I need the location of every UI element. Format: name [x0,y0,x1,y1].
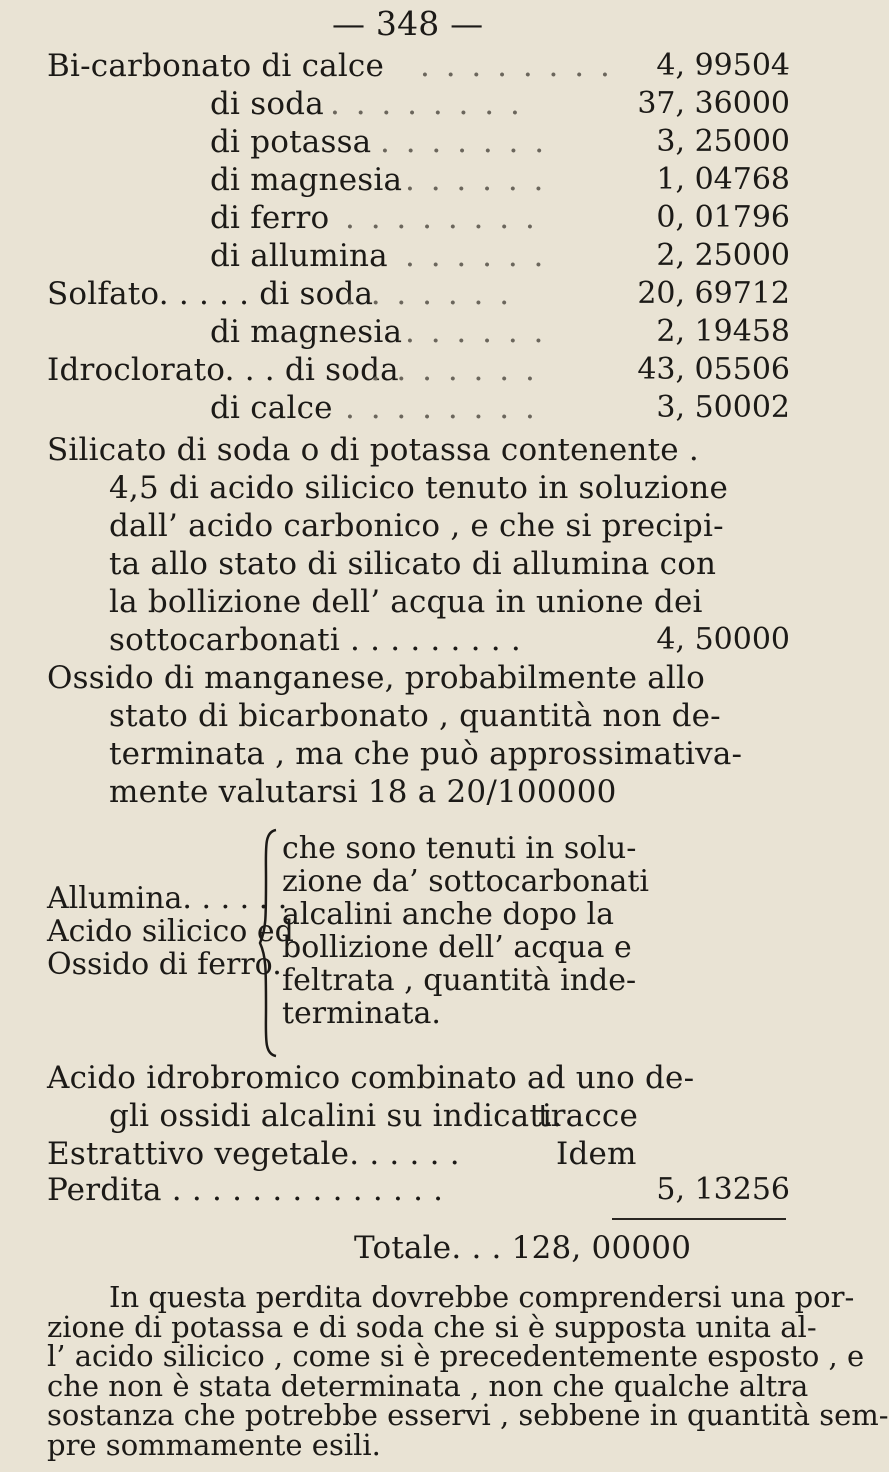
brace-left-line: Ossido di ferro. [47,947,282,982]
leader-dots: . . . . . . [405,238,547,274]
ossido-line: mente valutarsi 18 a 20/100000 [109,774,617,810]
totale: Totale. . . 128, 00000 [354,1230,692,1266]
row-label: Idroclorato. . . di soda [47,352,399,388]
row-value: 2, 19458 [656,314,790,349]
silicato-value: 4, 50000 [656,622,790,657]
row-value: 1, 04768 [656,162,790,197]
row-value: 3, 25000 [656,124,790,159]
page-number: — 348 — [332,4,484,43]
brace-right-line: alcalini anche dopo la [282,897,614,932]
row-label: di soda [210,86,324,122]
perdita-value: 5, 13256 [656,1172,790,1207]
row-value: 0, 01796 [656,200,790,235]
estrattivo-value: Idem [556,1136,637,1172]
brace-left-line: Acido silicico ed [47,914,294,949]
curly-brace [258,828,280,1058]
paragraph-line: In questa perdita dovrebbe comprendersi una por- [109,1280,855,1314]
row-value: 3, 50002 [656,390,790,425]
row-value: 20, 69712 [637,276,790,311]
row-label: di potassa [210,124,372,160]
row-label: Solfato. . . . . di soda [47,276,374,312]
paragraph-line: sostanza che potrebbe esservi , sebbene in quantità sem- [47,1398,889,1432]
row-value: 43, 05506 [637,352,790,387]
paragraph-line: l’ acido silicico , come si è precedentemente esposto , e [47,1339,865,1373]
brace-right-line: feltrata , quantità inde- [282,963,637,998]
estrattivo-label: Estrattivo vegetale. . . . . . [47,1136,460,1172]
leader-dots: . . . . . . [405,162,547,198]
ossido-line: Ossido di manganese, probabilmente allo [47,660,706,696]
row-value: 37, 36000 [637,86,790,121]
brace-right-line: terminata. [282,996,441,1031]
ossido-line: terminata , ma che può approssimativa- [109,736,743,772]
brace-right-line: bollizione dell’ acqua e [282,930,632,965]
leader-dots: . . . . . . . . [420,48,613,84]
brace-right-line: zione da’ sottocarbonati [282,864,650,899]
leader-dots: . . . . . . . [345,276,513,312]
row-label: di calce [210,390,333,426]
paragraph-line: zione di potassa e di soda che si è supposta unita al- [47,1310,817,1344]
row-label: di allumina [210,238,388,274]
leader-dots: . . . . . . . [380,124,548,160]
row-label: di magnesia [210,314,403,350]
leader-dots: . . . . . . [405,314,547,350]
silicato-line: ta allo stato di silicato di allumina con [109,546,717,582]
row-label: di magnesia [210,162,403,198]
silicato-line: dall’ acido carbonico , e che si precipi- [109,508,724,544]
row-label: di ferro [210,200,330,236]
acido-line: gli ossidi alcalini su indicati. [109,1098,563,1134]
row-label: Bi-carbonato di calce [47,48,385,84]
silicato-line: Silicato di soda o di potassa contenente . [47,432,699,468]
perdita-label: Perdita . . . . . . . . . . . . . . [47,1172,444,1208]
leader-dots: . . . . . . . . [345,200,538,236]
brace-right-line: che sono tenuti in solu- [282,831,637,866]
leader-dots: . . . . . . . . [345,390,538,426]
leader-dots: . . . . . . . . [345,352,538,388]
acido-line: Acido idrobromico combinato ad uno de- [47,1060,695,1096]
row-value: 2, 25000 [656,238,790,273]
silicato-line: la bollizione dell’ acqua in unione dei [109,584,703,620]
paragraph-line: che non è stata determinata , non che qualche altra [47,1369,809,1403]
paragraph-line: pre sommamente esili. [47,1428,381,1462]
row-value: 4, 99504 [656,48,790,83]
ossido-line: stato di bicarbonato , quantità non de- [109,698,721,734]
leader-dots: . . . . . . . . [330,86,523,122]
sum-rule [612,1218,786,1220]
silicato-line: sottocarbonati . . . . . . . . . [109,622,521,658]
brace-left-line: Allumina. . . . . . [47,881,288,916]
acido-value: tracce [538,1098,639,1134]
silicato-line: 4,5 di acido silicico tenuto in soluzione [109,470,729,506]
